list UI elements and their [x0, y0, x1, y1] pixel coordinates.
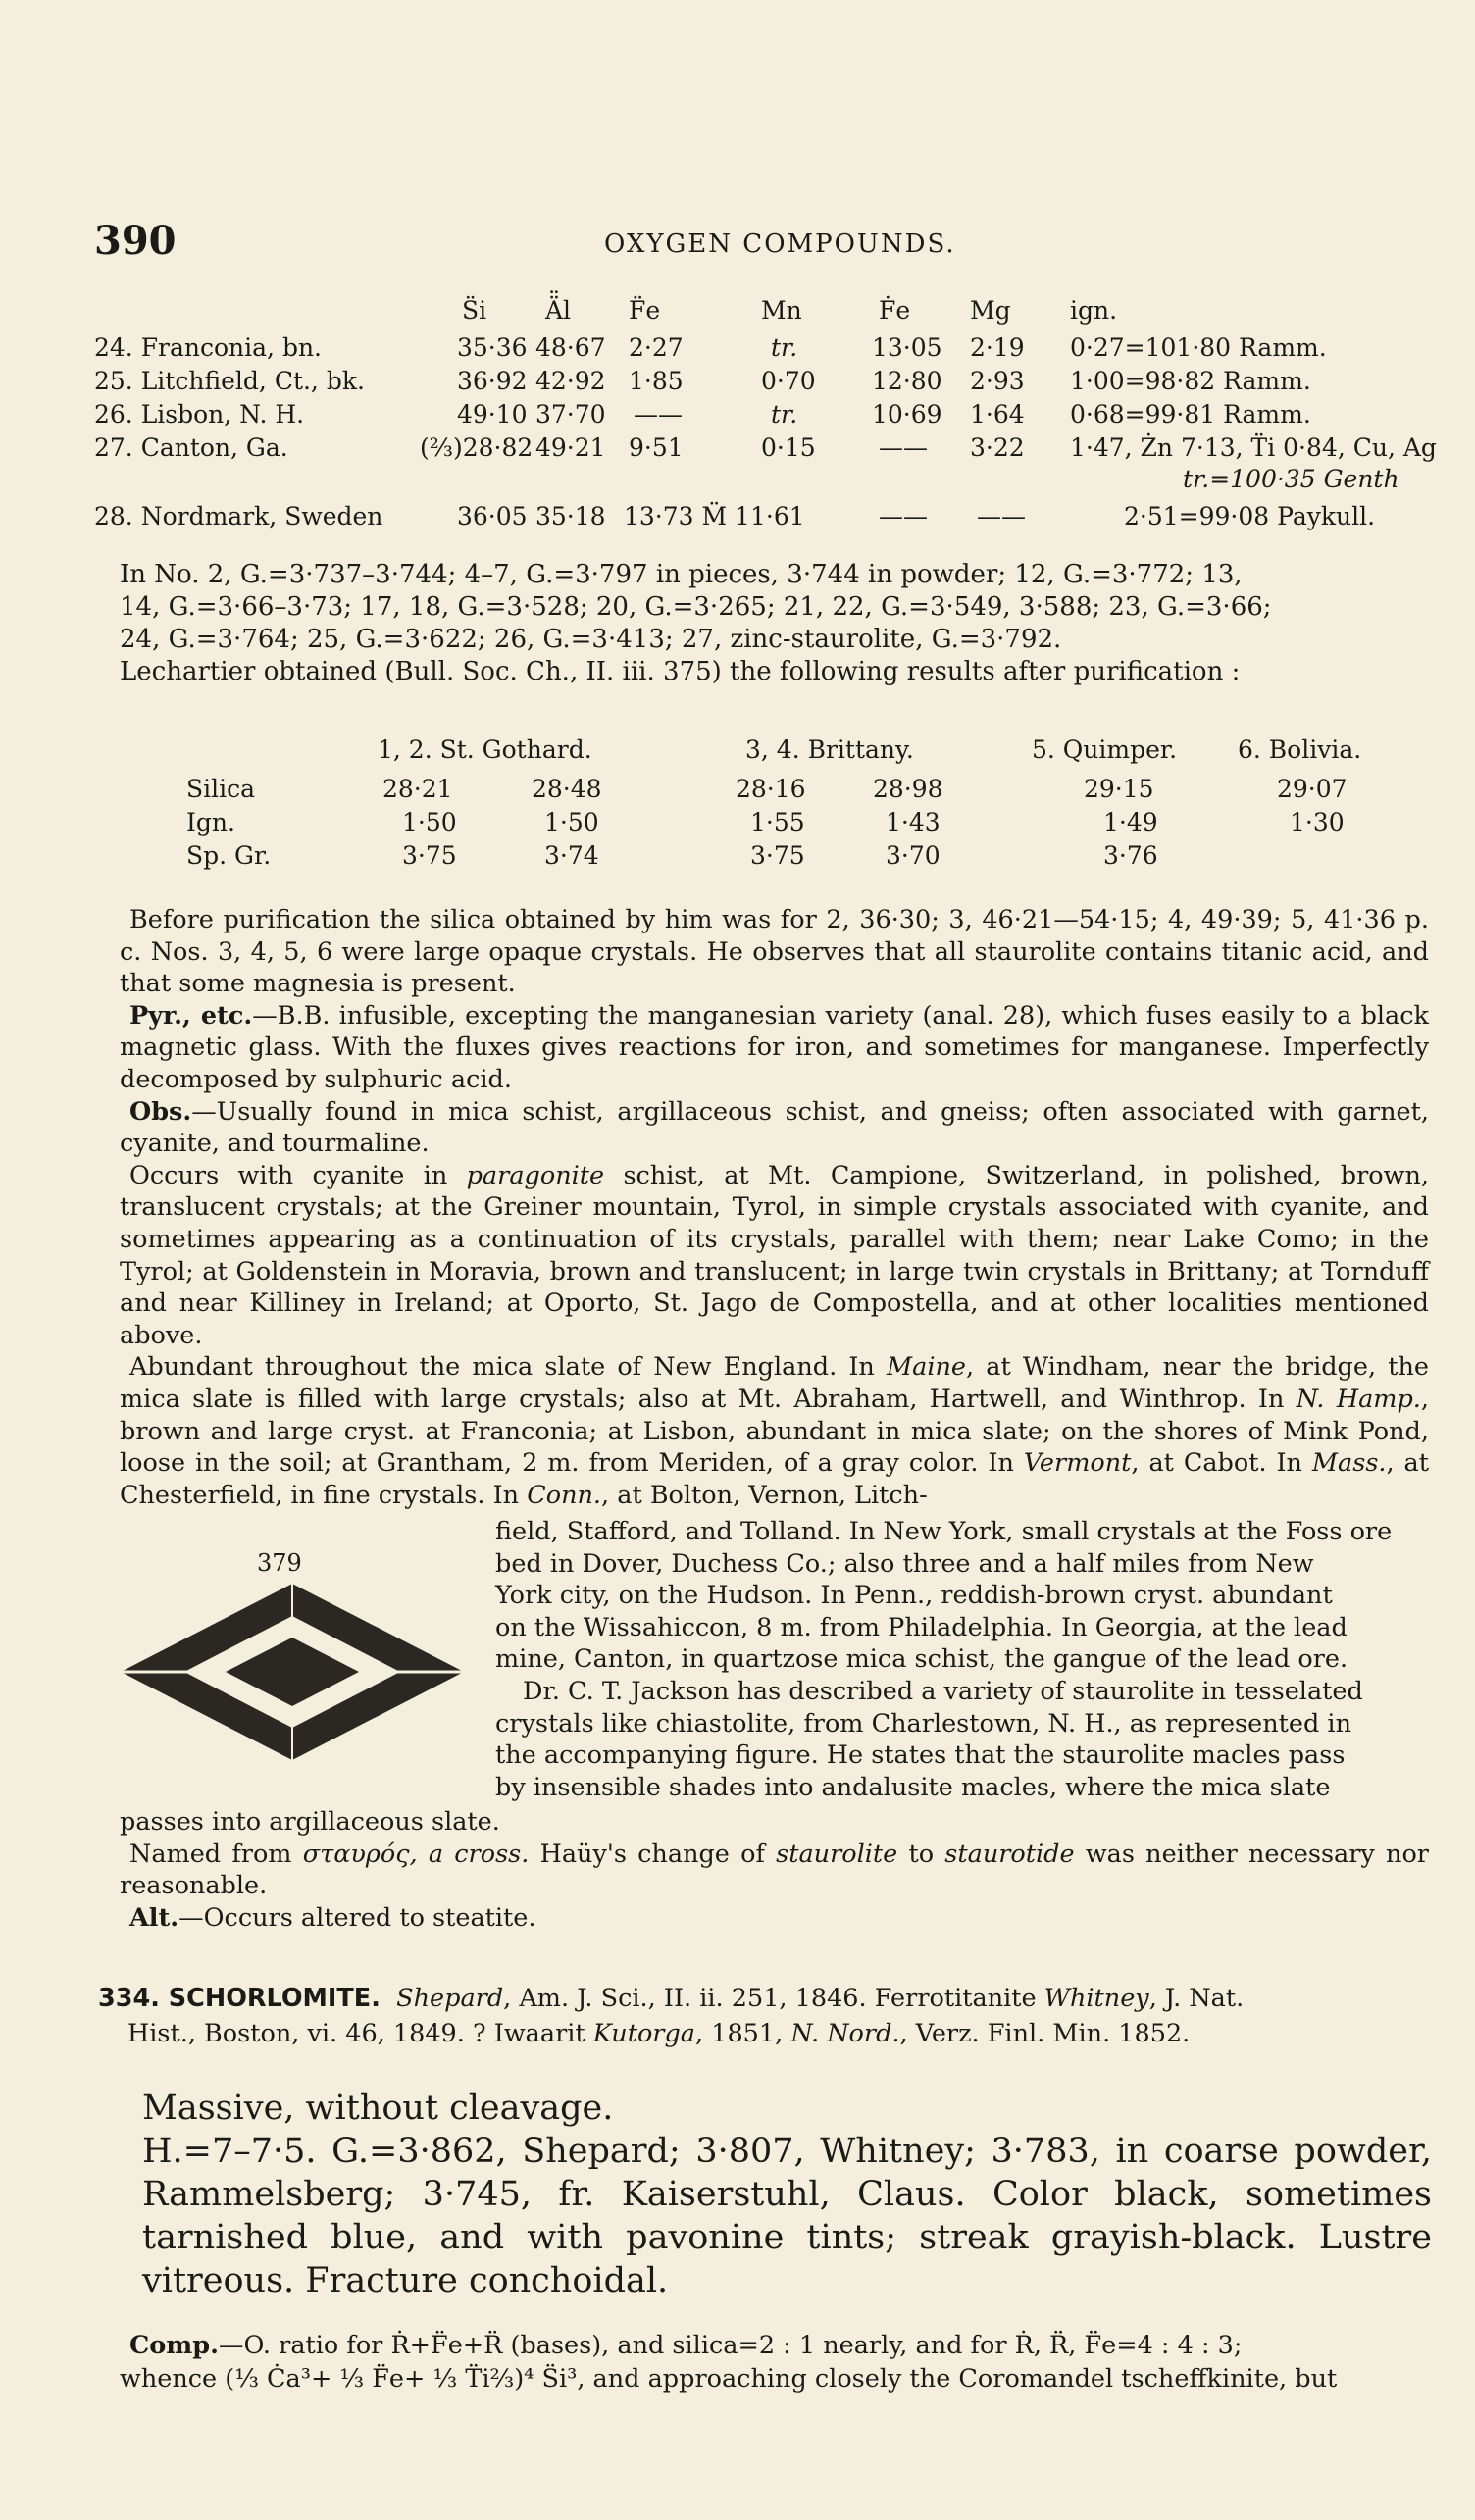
cell: 28·21 [382, 775, 453, 803]
paragraph-obs [120, 1096, 1429, 1160]
row-label: Silica [186, 775, 256, 803]
row-label: Ign. [186, 808, 235, 836]
text-run: Conn. [527, 1480, 602, 1510]
text-run: σταυρός, a cross. [302, 1839, 530, 1869]
cell: 1·47, Żn 7·13, T̈i 0·84, Cu, Ag [1070, 433, 1437, 462]
obs-text: —Usually found in mica schist, argillaceous schist, and gneiss; often associated with garnet, cyanite, and tourmaline. [120, 1096, 1429, 1159]
group-header: 5. Quimper. [1032, 735, 1178, 764]
cell: 2·27 [629, 333, 684, 362]
cell: 2·51=99·08 Paykull. [1124, 502, 1376, 530]
cell: 3·70 [886, 841, 941, 870]
col-header-ign: ign. [1070, 296, 1118, 325]
cell: 49·21 [535, 433, 606, 462]
text-line: crystals like chiastolite, from Charlestown, N. H., as represented in [495, 1708, 1351, 1739]
cell: 29·07 [1277, 775, 1348, 803]
col-header-fe2: Ḟe [879, 296, 911, 325]
text-run: , brown and large cryst. at Franconia; at Lisbon, abundant in mica slate; on the shores of Mink Pond, loose in the soil; at Grantham, 2 m. from Meriden, of a gray color. In [120, 1384, 1429, 1479]
reference-line [98, 2016, 1437, 2051]
text-line: the accompanying figure. He states that the staurolite macles pass [495, 1740, 1346, 1771]
cell: 28·16 [736, 775, 806, 803]
cell: 49·10 [457, 400, 528, 428]
cell: 0·15 [761, 433, 816, 462]
text-run: , at Bolton, Vernon, Litch- [601, 1480, 928, 1510]
gravity-line: 14, G.=3·66–3·73; 17, 18, G.=3·528; 20, G.=3·265; 21, 22, G.=3·549, 3·588; 23, G.=3·66; [120, 592, 1272, 622]
cell: 13·73 M̈ 11·61 [624, 502, 805, 530]
cell: 3·75 [750, 841, 805, 870]
row-label: Sp. Gr. [186, 841, 272, 870]
cell: 35·36 [457, 333, 528, 362]
obs-heading: Obs. [129, 1096, 192, 1127]
comp-line [120, 2329, 1439, 2362]
text-run: Whitney [1043, 1984, 1149, 2013]
paragraph-passes: passes into argillaceous slate. [120, 1807, 500, 1837]
text-run: Abundant throughout the mica slate of New England. In [129, 1352, 888, 1383]
alt-heading: Alt. [129, 1902, 179, 1933]
text-run: was neither necessary nor reasonable. [120, 1839, 1429, 1901]
group-header: 6. Bolivia. [1238, 735, 1362, 764]
col-header-si: S̈i [462, 296, 487, 325]
paragraph-alt [120, 1902, 1429, 1935]
cell: 3·75 [402, 841, 457, 870]
text-run: Named from [129, 1839, 303, 1869]
cell: 1·43 [886, 808, 941, 836]
text-run: Occurs with cyanite in [129, 1160, 467, 1190]
cell: 48·67 [535, 333, 606, 362]
paragraph-abundant [120, 1351, 1429, 1511]
text-run: , at Chesterfield, in fine crystals. In [120, 1448, 1429, 1510]
text-run: Hist., Boston, vi. 46, 1849. ? Iwaarit [127, 2019, 593, 2048]
cell: 12·80 [872, 367, 942, 395]
text-run: , J. Nat. [1148, 1984, 1245, 2013]
cell: 3·22 [970, 433, 1025, 462]
reference-line [98, 1981, 1437, 2016]
cell: tr. [771, 400, 798, 428]
paragraph-pyr [120, 1000, 1429, 1096]
cell: 42·92 [535, 367, 606, 395]
row-label: 25. Litchfield, Ct., bk. [94, 367, 365, 395]
cell: 1·49 [1103, 808, 1158, 836]
text-run: paragonite [466, 1160, 605, 1190]
comp-line: whence (⅓ Ċa³+ ⅓ F̈e+ ⅓ T̈i⅔)⁴ S̈i³, and approaching closely the Coromandel tscheffkinite, but [120, 2364, 1338, 2394]
cell: 0·68=99·81 Ramm. [1070, 400, 1311, 428]
cell: 13·05 [872, 333, 942, 362]
text-line: mine, Canton, in quartzose mica schist, the gangue of the lead ore. [495, 1644, 1348, 1675]
text-run: Shepard [396, 1984, 504, 2013]
cell: —— [879, 502, 928, 530]
staurolite-macle-figure [116, 1579, 469, 1765]
cell: 35·18 [535, 502, 606, 530]
text-line: on the Wissahiccon, 8 m. from Philadelphia. In Georgia, at the lead [495, 1612, 1348, 1642]
comp-heading: Comp. [129, 2331, 219, 2360]
text-line: York city, on the Hudson. In Penn., reddish-brown cryst. abundant [495, 1581, 1333, 1611]
pyr-heading: Pyr., etc. [129, 1000, 253, 1031]
paragraph-named [120, 1839, 1429, 1902]
col-header-al: Ä̈l [545, 296, 572, 325]
cell: 0·27=101·80 Ramm. [1070, 333, 1327, 362]
cell: 1·64 [970, 400, 1025, 428]
cell: tr.=100·35 Genth [1183, 465, 1399, 493]
text-run: schist, at Mt. Campione, Switzerland, in polished, brown, translucent crystals; at the Greiner mountain, Tyrol, in simple crystals associated with cyanite, and sometimes appearing as a continuation of its crystals, parallel with them; near Lake Como; in the Tyrol; at Goldenstein in Moravia, brown and translucent; in large twin crystals in Brittany; at Tornduff and near Killiney in Ireland; at Oporto, St. Jago de Compostella, and at other localities mentioned above. [120, 1160, 1429, 1350]
text-line: Dr. C. T. Jackson has described a variety of staurolite in tesselated [523, 1676, 1363, 1706]
col-header-mn: Mn [761, 296, 802, 325]
lechartier-table [186, 735, 1422, 873]
cell: 29·15 [1084, 775, 1154, 803]
gravity-line: Lechartier obtained (Bull. Soc. Ch., II. iii. 375) the following results after purification : [120, 657, 1241, 686]
text-run: N. Nord. [790, 2019, 900, 2048]
row-label: 26. Lisbon, N. H. [94, 400, 305, 428]
row-label: 28. Nordmark, Sweden [94, 502, 383, 530]
col-header-fe3: F̈e [629, 296, 661, 325]
schorlomite-description [142, 2087, 1432, 2302]
cell: 37·70 [535, 400, 606, 428]
text-run: Kutorga [592, 2019, 696, 2048]
text-run: Mass. [1311, 1448, 1387, 1479]
text-run: to [897, 1839, 945, 1869]
text-run: staurolite [776, 1839, 898, 1869]
gravity-line: In No. 2, G.=3·737–3·744; 4–7, G.=3·797 in pieces, 3·744 in powder; 12, G.=3·772; 13, [120, 560, 1243, 589]
cell: —— [879, 433, 928, 462]
massive-text: Massive, without cleavage. [142, 2089, 614, 2128]
paragraph-occurs [120, 1160, 1429, 1352]
text-run: , Am. J. Sci., II. ii. 251, 1846. Ferrotitanite [503, 1984, 1044, 2013]
body-text-2 [120, 1806, 1429, 1934]
cell: 1·50 [544, 808, 599, 836]
text-run: , at Windham, near the bridge, the mica slate is filled with large crystals; also at Mt. Abraham, Hartwell, and Winthrop. In [120, 1352, 1429, 1414]
text-run: —O. ratio for Ṙ+F̈e+R̈ (bases), and silica=2 : 1 nearly, and for Ṙ, R̈, F̈e=4 : 4 : 3; [219, 2331, 1243, 2360]
running-head: OXYGEN COMPOUNDS. [604, 229, 956, 259]
body-text [120, 904, 1429, 1511]
pyr-text: —B.B. infusible, excepting the manganesian variety (anal. 28), which fuses easily to a black magnetic glass. With the fluxes gives reactions for iron, and sometimes for manganese. Imperfectly decomposed by sulphuric acid. [120, 1000, 1429, 1094]
cell: 3·74 [544, 841, 599, 870]
cell: 1·30 [1290, 808, 1345, 836]
page-header [94, 218, 1428, 267]
cell: —— [634, 400, 683, 428]
paragraph-purification: Before purification the silica obtained by him was for 2, 36·30; 3, 46·21—54·15; 4, 49·39; 5, 41·36 p. c. Nos. 3, 4, 5, 6 were large opaque crystals. He observes that all staurolite contains titanic acid, and that some magnesia is present. [120, 905, 1429, 999]
hardness-text: H.=7–7·5. G.=3·862, Shepard; 3·807, Whitney; 3·783, in coarse powder, Rammelsberg; 3·745, fr. Kaiserstuhl, Claus. Color black, sometimes tarnished blue, and with pavonine tints; streak grayish-black. Lustre vitreous. Fracture conchoidal. [142, 2132, 1432, 2300]
alt-text: —Occurs altered to steatite. [178, 1902, 536, 1933]
cell: 1·00=98·82 Ramm. [1070, 367, 1311, 395]
group-header: 3, 4. Brittany. [745, 735, 914, 764]
text-run: Maine [887, 1352, 966, 1383]
figure-side-text [495, 1516, 1427, 1803]
cell: 1·85 [629, 367, 684, 395]
text-line: bed in Dover, Duchess Co.; also three and a half miles from New [495, 1548, 1314, 1579]
cell: 2·93 [970, 367, 1025, 395]
text-line: field, Stafford, and Tolland. In New York, small crystals at the Foss ore [495, 1517, 1393, 1546]
species-heading: 334. SCHORLOMITE. [98, 1984, 381, 2013]
text-run: , 1851, [695, 2019, 791, 2048]
cell: 1·55 [750, 808, 805, 836]
cell: 28·48 [532, 775, 602, 803]
text-line: by insensible shades into andalusite macles, where the mica slate [495, 1772, 1331, 1802]
figure-number: 379 [257, 1549, 302, 1577]
page-number: 390 [94, 218, 177, 264]
cell: 36·92 [457, 367, 528, 395]
cell: 3·76 [1103, 841, 1158, 870]
col-header-mg: Mg [970, 296, 1011, 325]
text-run: N. Hamp. [1296, 1384, 1421, 1414]
gravity-note [120, 559, 1439, 688]
cell: 36·05 [457, 502, 528, 530]
cell: 9·51 [629, 433, 684, 462]
row-label: 24. Franconia, bn. [94, 333, 323, 362]
cell: —— [977, 502, 1026, 530]
cell: 1·50 [402, 808, 457, 836]
text-run: , Verz. Finl. Min. 1852. [899, 2019, 1191, 2048]
cell: 2·19 [970, 333, 1025, 362]
text-run: , at Cabot. In [1131, 1448, 1312, 1479]
cell: 28·98 [873, 775, 943, 803]
group-header: 1, 2. St. Gothard. [378, 735, 592, 764]
text-run: Vermont [1023, 1448, 1132, 1479]
gravity-line: 24, G.=3·764; 25, G.=3·622; 26, G.=3·413; 27, zinc-staurolite, G.=3·792. [120, 625, 1062, 654]
analysis-table [94, 296, 1448, 541]
row-label: 27. Canton, Ga. [94, 433, 288, 462]
schorlomite-reference [98, 1981, 1437, 2051]
text-run: Haüy's change of [529, 1839, 777, 1869]
composition [120, 2329, 1439, 2395]
cell: tr. [771, 333, 798, 362]
cell: 0·70 [761, 367, 816, 395]
cell: (⅔)28·82 [420, 433, 534, 462]
cell: 10·69 [872, 400, 942, 428]
text-run: staurotide [944, 1839, 1075, 1869]
